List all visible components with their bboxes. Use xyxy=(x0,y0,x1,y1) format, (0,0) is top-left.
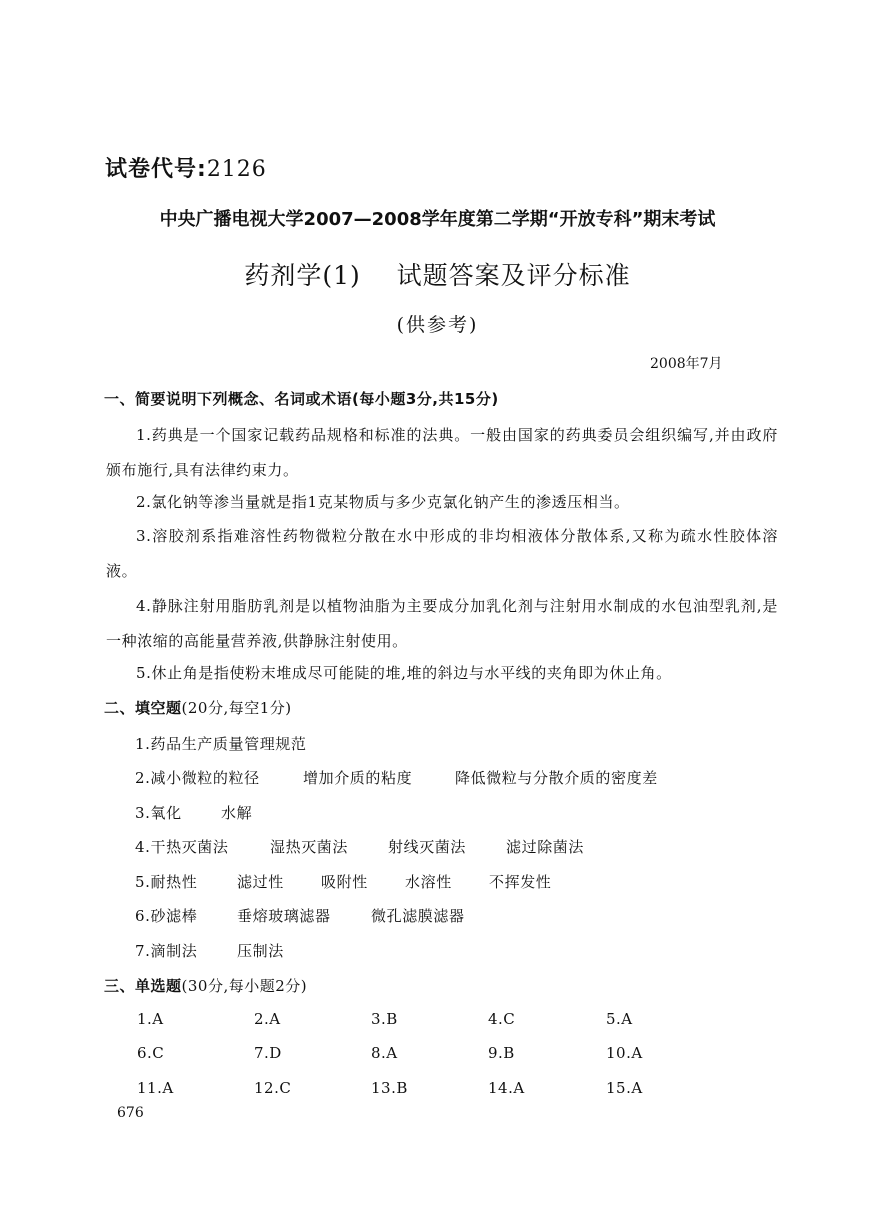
fill-answer: 1.药品生产质量管理规范 xyxy=(135,735,307,753)
fill-answer: 5.耐热性 xyxy=(135,873,198,891)
section2-heading xyxy=(104,697,292,718)
section1-item-3: 3.溶胶剂系指难溶性药物微粒分散在水中形成的非均相液体分散体系,又称为疏水性胶体溶液。 xyxy=(106,527,778,580)
choice-answer: 3.B xyxy=(371,1010,398,1028)
page-number: 676 xyxy=(117,1105,144,1121)
choice-answer: 14.A xyxy=(488,1079,525,1097)
fill-answer: 滤过除菌法 xyxy=(506,838,585,856)
section1-item-5: 5.休止角是指使粉末堆成尽可能陡的堆,堆的斜边与水平线的夹角即为休止角。 xyxy=(136,664,672,682)
section1-heading: 一、简要说明下列概念、名词或术语(每小题3分,共15分) xyxy=(104,390,499,408)
fill-answer: 增加介质的粘度 xyxy=(303,769,413,787)
fill-answer: 2.减小微粒的粒径 xyxy=(135,769,260,787)
fill-answer: 射线灭菌法 xyxy=(388,838,467,856)
fill-answer: 不挥发性 xyxy=(489,873,552,891)
choice-answer: 6.C xyxy=(137,1044,165,1062)
choice-answer: 1.A xyxy=(137,1010,164,1028)
fill-answer: 垂熔玻璃滤器 xyxy=(237,907,331,925)
fill-answer: 水溶性 xyxy=(405,873,452,891)
section3-heading-note: (30分,每小题2分) xyxy=(181,977,308,995)
choice-answer: 8.A xyxy=(371,1044,398,1062)
fill-answer: 降低微粒与分散介质的密度差 xyxy=(455,769,658,787)
university-exam-title: 中央广播电视大学2007—2008学年度第二学期“开放专科”期末考试 xyxy=(159,209,716,230)
section1-item-2: 2.氯化钠等渗当量就是指1克某物质与多少克氯化钠产生的渗透压相当。 xyxy=(136,493,630,511)
section3-heading xyxy=(104,975,307,996)
section2-heading-note: (20分,每空1分) xyxy=(181,699,292,717)
section1-item-4: 4.静脉注射用脂肪乳剂是以植物油脂为主要成分加乳化剂与注射用水制成的水包油型乳剂,是一种浓缩的高能量营养液,供静脉注射使用。 xyxy=(106,597,778,650)
fill-answer: 4.干热灭菌法 xyxy=(135,838,229,856)
fill-answer: 水解 xyxy=(221,804,253,822)
fill-answer: 微孔滤膜滤器 xyxy=(371,907,465,925)
choice-answer: 2.A xyxy=(254,1010,281,1028)
exam-code-label: 试卷代号: xyxy=(105,157,207,182)
choice-answer: 13.B xyxy=(371,1079,408,1097)
exam-code-number: 2126 xyxy=(206,157,267,182)
section3-heading-title: 三、单选题 xyxy=(104,977,182,995)
choice-answer: 11.A xyxy=(137,1079,174,1097)
fill-answer: 吸附性 xyxy=(321,873,368,891)
exam-code xyxy=(105,152,267,183)
fill-answer: 湿热灭菌法 xyxy=(270,838,349,856)
choice-answer: 15.A xyxy=(606,1079,643,1097)
choice-answer: 7.D xyxy=(254,1044,282,1062)
choice-answer: 5.A xyxy=(606,1010,633,1028)
main-title: 药剂学(1) 试题答案及评分标准 xyxy=(244,261,631,290)
choice-answer: 12.C xyxy=(254,1079,292,1097)
exam-date: 2008年7月 xyxy=(650,356,723,372)
fill-answer: 3.氧化 xyxy=(135,804,182,822)
section2-heading-title: 二、填空题 xyxy=(104,699,182,717)
subtitle: (供参考) xyxy=(396,314,479,336)
fill-answer: 7.滴制法 xyxy=(135,942,198,960)
fill-answer: 压制法 xyxy=(237,942,284,960)
choice-answer: 10.A xyxy=(606,1044,643,1062)
section1-item-1: 1.药典是一个国家记载药品规格和标准的法典。一般由国家的药典委员会组织编写,并由政府颁布施行,具有法律约束力。 xyxy=(106,426,778,479)
choice-answer: 9.B xyxy=(488,1044,515,1062)
fill-answer: 6.砂滤棒 xyxy=(135,907,198,925)
fill-answer: 滤过性 xyxy=(237,873,284,891)
choice-answer: 4.C xyxy=(488,1010,516,1028)
